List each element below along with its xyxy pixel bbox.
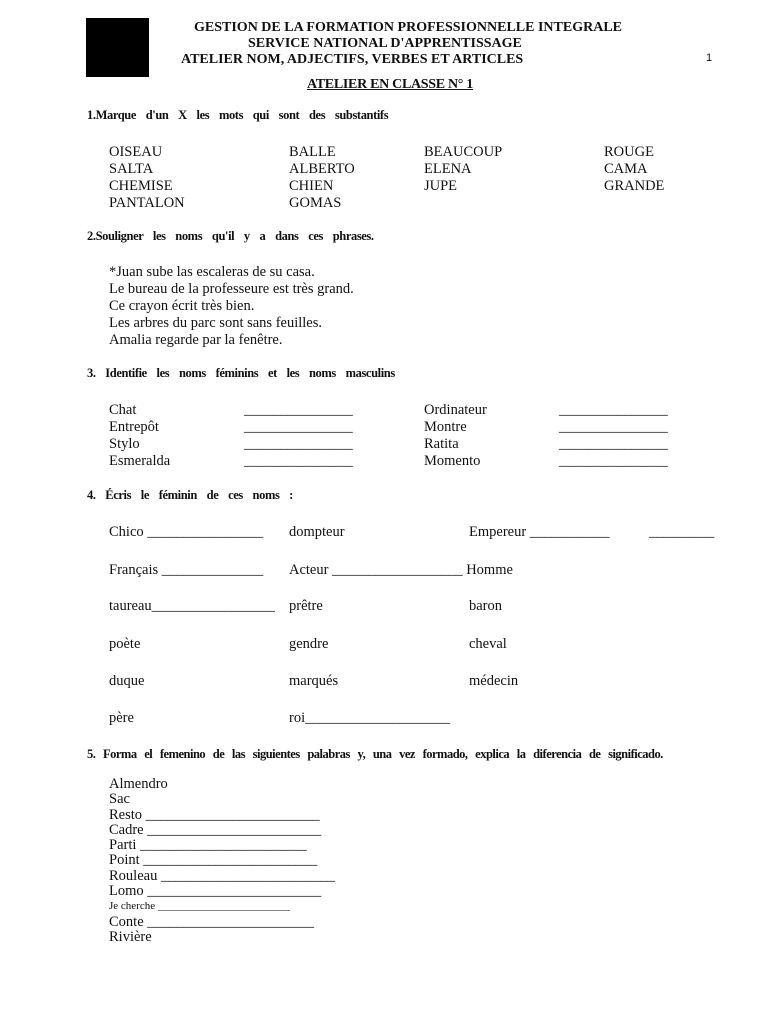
q1-column-1 <box>109 144 185 212</box>
q5-list <box>109 777 335 945</box>
list-item: Point ________________________ <box>109 852 318 869</box>
word-item: Chat <box>109 402 137 418</box>
page-number: 1 <box>706 52 713 64</box>
word-item: CAMA <box>604 161 648 177</box>
q4-item: Acteur __________________ Homme <box>289 562 513 578</box>
q4-item: Français ______________ <box>109 562 264 578</box>
q2-heading: 2.Souligner les noms qu'il y a dans ces phrases. <box>87 229 374 243</box>
word-item: Entrepôt <box>109 419 159 435</box>
q1-heading: 1.Marque d'un X les mots qui sont des substantifs <box>87 108 389 122</box>
answer-blank[interactable]: _______________ <box>559 402 668 418</box>
word-item: Ratita <box>424 436 459 452</box>
q3-heading: 3. Identifie les noms féminins et les noms masculins <box>87 366 395 380</box>
header-line3: ATELIER NOM, ADJECTIFS, VERBES ET ARTICLES <box>181 52 524 67</box>
q3-right-words <box>424 402 487 470</box>
word-item: GRANDE <box>604 178 665 194</box>
word-item: PANTALON <box>109 195 185 211</box>
q4-item: marqués <box>289 673 339 689</box>
sentence-item: Les arbres du parc sont sans feuilles. <box>109 315 323 331</box>
answer-blank[interactable]: _______________ <box>244 436 353 452</box>
answer-blank[interactable]: _______________ <box>559 453 668 469</box>
word-item: GOMAS <box>289 195 342 211</box>
q1-column-2 <box>289 144 355 212</box>
q5-heading: 5. Forma el femenino de las siguientes palabras y, una vez formado, explica la diferencia de significado. <box>87 747 663 761</box>
sentence-item: Le bureau de la professeure est très grand. <box>109 281 354 297</box>
sentence-item: Ce crayon écrit très bien. <box>109 298 255 314</box>
q4-item: Empereur ___________ <box>469 524 610 540</box>
word-item: Stylo <box>109 436 140 452</box>
sentence-item: *Juan sube las escaleras de su casa. <box>109 264 315 280</box>
list-item: Je cherche ________________________ <box>109 900 290 913</box>
word-item: Esmeralda <box>109 453 171 469</box>
list-item: Rouleau ________________________ <box>109 867 335 884</box>
q4-item: prêtre <box>289 598 323 614</box>
list-item: Rivière <box>109 928 152 945</box>
q3-left-blanks <box>244 402 353 470</box>
answer-blank[interactable]: _______________ <box>244 419 353 435</box>
q3-left-words <box>109 402 170 470</box>
word-item: ROUGE <box>604 144 654 160</box>
q4-item: père <box>109 710 134 726</box>
word-item: CHIEN <box>289 178 334 194</box>
word-item: Montre <box>424 419 467 435</box>
header-line2: SERVICE NATIONAL D'APPRENTISSAGE <box>248 36 522 51</box>
q4-heading: 4. Écris le féminin de ces noms : <box>87 488 293 502</box>
word-item: SALTA <box>109 161 154 177</box>
list-item: Sac <box>109 791 130 808</box>
word-item: ELENA <box>424 161 472 177</box>
word-item: ALBERTO <box>289 161 355 177</box>
q4-item: poète <box>109 636 141 652</box>
q1-column-4 <box>604 144 664 195</box>
q4-item: cheval <box>469 636 507 652</box>
answer-blank[interactable]: _______________ <box>559 436 668 452</box>
q3-right-blanks <box>559 402 668 470</box>
word-item: Momento <box>424 453 481 469</box>
q4-item: gendre <box>289 636 329 652</box>
list-item: Parti _______________________ <box>109 837 307 854</box>
word-item: JUPE <box>424 178 458 194</box>
sentence-item: Amalia regarde par la fenêtre. <box>109 332 283 348</box>
q4-item: duque <box>109 673 145 689</box>
word-item: OISEAU <box>109 144 163 160</box>
q1-column-3 <box>424 144 502 195</box>
q4-item: taureau_________________ <box>109 598 275 614</box>
q2-sentences <box>109 264 354 349</box>
answer-blank[interactable]: _______________ <box>244 453 353 469</box>
word-item: BALLE <box>289 144 336 160</box>
list-item: Almendro <box>109 776 168 792</box>
answer-blank[interactable]: _______________ <box>244 402 353 418</box>
answer-blank[interactable]: _______________ <box>559 419 668 435</box>
page-title: ATELIER EN CLASSE N° 1 <box>307 77 474 92</box>
list-item: Conte _______________________ <box>109 913 315 930</box>
q4-item: Chico ________________ <box>109 524 264 540</box>
q4-item: baron <box>469 598 503 614</box>
word-item: Ordinateur <box>424 402 487 418</box>
word-item: BEAUCOUP <box>424 144 503 160</box>
q4-item: dompteur <box>289 524 345 540</box>
list-item: Lomo ________________________ <box>109 883 322 900</box>
q4-item: _________ <box>649 524 715 540</box>
logo-block <box>86 18 149 77</box>
q4-item: roi____________________ <box>289 710 451 726</box>
list-item: Cadre ________________________ <box>109 821 322 838</box>
q4-item: médecin <box>469 673 519 689</box>
list-item: Resto ________________________ <box>109 806 320 823</box>
header-line1: GESTION DE LA FORMATION PROFESSIONNELLE INTEGRALE <box>194 20 622 35</box>
word-item: CHEMISE <box>109 178 173 194</box>
